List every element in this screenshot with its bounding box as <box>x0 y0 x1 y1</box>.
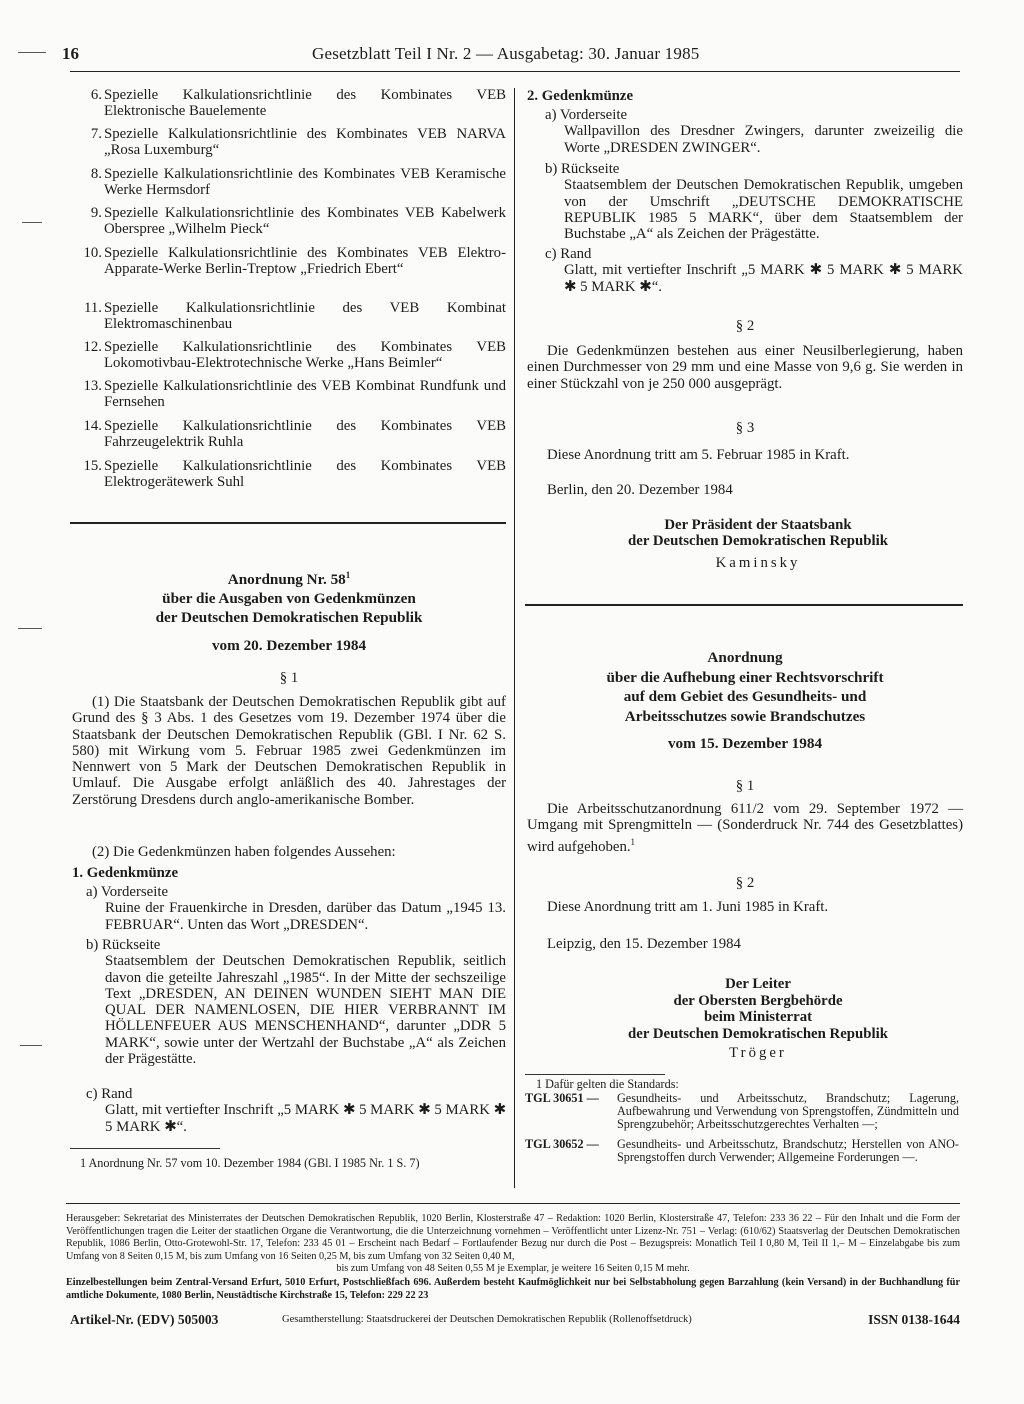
printer-note: Gesamtherstellung: Staatsdruckerei der Deutschen Demokratischen Republik (Rollenoffsetdruck) <box>282 1314 692 1325</box>
margin-mark <box>20 1045 42 1046</box>
signatory-name: Tröger <box>729 1045 787 1061</box>
signature-block: Der Präsident der Staatsbank der Deutschen Demokratischen Republik <box>628 517 888 550</box>
ordinance-date: vom 15. Dezember 1984 <box>667 735 823 752</box>
footnote: 1 Anordnung Nr. 57 vom 10. Dezember 1984 (GBl. I 1985 Nr. 1 S. 7) <box>80 1156 420 1170</box>
coin-side: b) Rückseite Staatsemblem der Deutschen Demokratischen Republik, umgeben von der Umschrift „DEUTSCHE DEMOKRATISCHE REPUBLIK 1985 5 MARK“, über dem Staatsemblem der Buchstabe „A“ als Zeichen der Prägestätte. <box>545 161 963 243</box>
footnote-rule <box>70 1148 220 1149</box>
list-item: 7. Spezielle Kalkulationsrichtlinie des Kombinates VEB NARVA „Rosa Luxemburg“ <box>90 126 506 159</box>
section-heading: § 1 <box>735 778 755 794</box>
section-heading: § 1 <box>279 670 299 686</box>
page-number: 16 <box>62 44 79 63</box>
footnote-standard: TGL 30652 — Gesundheits- und Arbeitsschutz, Brandschutz; Herstellen von ANO-Sprengstoffen durch Verwender; Allgemeine Forderungen —. <box>525 1137 959 1164</box>
paragraph: (1) Die Staatsbank der Deutschen Demokratischen Republik gibt auf Grund des § 3 Abs. 1 des Gesetzes vom 19. Dezember 1974 über die Staatsbank der Deutschen Demokratischen Republik (GBl. I Nr. 62 S. 580) mit Wirkung vom 5. Februar 1985 zwei Gedenkmünzen im Nennwert von 5 Mark der Deutschen Demokratischen Republik in Umlauf. Die Ausgabe erfolgt anläßlich des 40. Jahrestages der Zerstörung Dresdens durch anglo-amerikanische Bomber. <box>72 694 506 808</box>
ordinance-title: Anordnung über die Aufhebung einer Rechtsvorschrift auf dem Gebiet des Gesundheits- und Arbeitsschutzes sowie Brandschutzes vom 15. Dezember 1984 <box>527 648 963 754</box>
paragraph: Diese Anordnung tritt am 1. Juni 1985 in Kraft. <box>547 899 829 915</box>
footer-rule <box>66 1203 960 1204</box>
section-heading: § 3 <box>735 420 755 436</box>
column-divider <box>514 88 515 1188</box>
list-item: 6. Spezielle Kalkulationsrichtlinie des Kombinates VEB Elektronische Bauelemente <box>90 87 506 120</box>
footnote-rule <box>525 1074 665 1075</box>
section-heading: § 2 <box>735 318 755 334</box>
list-item: 10. Spezielle Kalkulationsrichtlinie des Kombinates VEB Elektro-Apparate-Werke Berlin-Treptow „Friedrich Ebert“ <box>83 245 506 278</box>
place-date: Berlin, den 20. Dezember 1984 <box>547 482 733 498</box>
footnote: 1 Dafür gelten die Standards: <box>536 1077 679 1091</box>
coin-side: c) Rand Glatt, mit vertiefter Inschrift „5 MARK ✱ 5 MARK ✱ 5 MARK ✱ 5 MARK ✱“. <box>545 246 963 295</box>
paragraph: (2) Die Gedenkmünzen haben folgendes Aussehen: <box>92 844 396 860</box>
issn: ISSN 0138-1644 <box>868 1312 960 1327</box>
page-header <box>62 44 962 68</box>
paragraph: Diese Anordnung tritt am 5. Februar 1985 in Kraft. <box>547 447 850 463</box>
margin-mark <box>18 52 46 53</box>
list-item: 8. Spezielle Kalkulationsrichtlinie des Kombinates VEB Keramische Werke Hermsdorf <box>90 166 506 199</box>
gazette-title: Gesetzblatt Teil I Nr. 2 — Ausgabetag: 30. Januar 1985 <box>312 44 700 63</box>
margin-mark <box>22 222 42 223</box>
coin-side: c) Rand Glatt, mit vertiefter Inschrift „5 MARK ✱ 5 MARK ✱ 5 MARK ✱ 5 MARK ✱“. <box>86 1086 506 1135</box>
ordinance-title: Anordnung Nr. $58^1$ über die Ausgaben von Gedenkmünzen der Deutschen Demokratischen Republik vom 20. Dezember 1984 <box>72 566 506 655</box>
footer-bottom-line <box>70 1312 960 1330</box>
list-item: 9. Spezielle Kalkulationsrichtlinie des Kombinates VEB Kabelwerk Oberspree „Wilhelm Pieck“ <box>90 205 506 238</box>
coin-side: b) Rückseite Staatsemblem der Deutschen Demokratischen Republik, seitlich davon die geteilte Jahreszahl „1985“. In der Mitte der sechszeilige Text „DRESDEN, AN DEINEN WUNDEN SIEHT MAN DIE QUAL DER NAMENLOSEN, DIE HIER VERBRANNT IM HÖLLENFEUER AUS MENSCHENHAND“, darunter „DDR 5 MARK“, sowie unter der Wertzahl der Buchstabe „A“ als Zeichen der Prägestätte. <box>86 937 506 1068</box>
section-heading: § 2 <box>735 875 755 891</box>
section-separator <box>70 522 506 524</box>
signatory-name: Kaminsky <box>715 555 801 571</box>
list-item: 12. Spezielle Kalkulationsrichtlinie des Kombinates VEB Lokomotivbau-Elektrotechnische Werke „Hans Beimler“ <box>83 339 506 372</box>
paragraph: Die Arbeitsschutzanordnung 611/2 vom 29. September 1972 — Umgang mit Sprengmitteln — (Sonderdruck Nr. 744 des Gesetzblattes) wird aufgehoben.$^1$ <box>527 801 963 855</box>
imprint: Herausgeber: Sekretariat des Ministerrates der Deutschen Demokratischen Republik, 1020 Berlin, Klosterstraße 47 – Redaktion: 1020 Berlin, Klosterstraße 47, Telefon: 233 36 22 – Für den Inhalt und die Form der Veröffentlichungen tragen die Leiter der staatlichen Organe die Verantwortung, die die Unterzeichnung vornehmen – Veröffentlicht unter Lizenz-Nr. 751 – Verlag: (610/62) Staatsverlag der Deutschen Demokratischen Republik, 1086 Berlin, Otto-Grotewohl-Str. 17, Telefon: 233 45 01 – Erscheint nach Bedarf – Fortlaufender Bezug nur durch die Post – Bezugspreis: Monatlich Teil I 0,80 M, Teil II 1,– M – Einzelabgabe bis zum Umfang von 8 Seiten 0,15 M, bis zum Umfang von 16 Seiten 0,25 M, bis zum Umfang von 32 Seiten 0,40 M, bis zum Umfang von 48 Seiten 0,55 M je Exemplar, je weitere 16 Seiten 0,15 M mehr. Einzelbestellungen beim Zentral-Versand Erfurt, 5010 Erfurt, Postschließfach 696. Außerdem besteht Kaufmöglichkeit nur bei Selbstabholung gegen Barzahlung (kein Versand) in der Buchhandlung für amtliche Dokumente, 1080 Berlin, Neustädtische Kirchstraße 15, Telefon: 229 22 23 <box>66 1213 960 1301</box>
coin-heading: 1. Gedenkmünze <box>72 865 179 881</box>
list-item: 14. Spezielle Kalkulationsrichtlinie des Kombinates VEB Fahrzeugelektrik Ruhla <box>83 418 506 451</box>
ordinance-date: vom 20. Dezember 1984 <box>211 637 367 655</box>
section-separator <box>525 604 963 606</box>
coin-side: a) Vorderseite Wallpavillon des Dresdner Zwingers, darunter zweizeilig die Worte „DRESDEN ZWINGER“. <box>545 107 963 156</box>
margin-mark <box>18 628 42 629</box>
footnote-standard: TGL 30651 — Gesundheits- und Arbeitsschutz, Brandschutz; Lagerung, Aufbewahrung und Verwendung von Sprengstoffen, Zündmitteln und Sprengzubehör; Arbeitsschutzgerechtes Verhalten —; <box>525 1091 959 1131</box>
coin-heading: 2. Gedenkmünze <box>527 88 634 104</box>
article-number: Artikel-Nr. (EDV) 505003 <box>70 1312 219 1327</box>
paragraph: Die Gedenkmünzen bestehen aus einer Neusilberlegierung, haben einen Durchmesser von 29 mm und eine Masse von 9,6 g. Sie werden in einer Stückzahl von je 250 000 ausgeprägt. <box>527 343 963 392</box>
list-item: 11. Spezielle Kalkulationsrichtlinie des VEB Kombinat Elektromaschinenbau <box>84 300 506 333</box>
list-item: 15. Spezielle Kalkulationsrichtlinie des Kombinates VEB Elektrogerätewerk Suhl <box>83 458 506 491</box>
coin-side: a) Vorderseite Ruine der Frauenkirche in Dresden, darüber das Datum „1945 13. FEBRUAR“. Unten das Wort „DRESDEN“. <box>86 884 506 933</box>
signature-block: Der Leiter der Obersten Bergbehörde beim Ministerrat der Deutschen Demokratischen Republik <box>628 976 888 1042</box>
list-item: 13. Spezielle Kalkulationsrichtlinie des VEB Kombinat Rundfunk und Fernsehen <box>83 378 506 411</box>
header-rule <box>70 71 960 72</box>
place-date: Leipzig, den 15. Dezember 1984 <box>547 936 741 952</box>
